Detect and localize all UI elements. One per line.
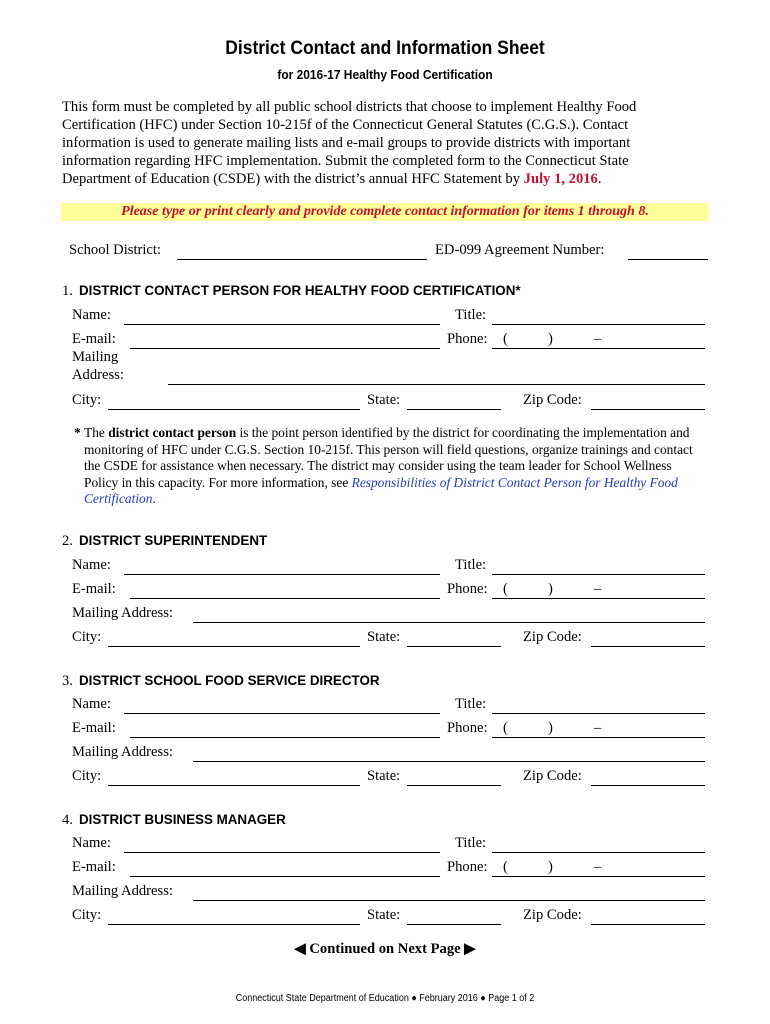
s3-address-field[interactable] <box>193 761 705 762</box>
city-label: City: <box>72 768 102 784</box>
phone-label: Phone: <box>447 331 488 347</box>
s1-email-field[interactable] <box>130 348 440 349</box>
s2-title-field[interactable] <box>492 574 705 575</box>
s3-title-field[interactable] <box>492 713 705 714</box>
section-title: DISTRICT BUSINESS MANAGER <box>78 812 286 827</box>
s3-zip-field[interactable] <box>591 785 705 786</box>
s1-name-field[interactable] <box>124 324 440 325</box>
mailing-address-label: Mailing Address: <box>72 744 173 760</box>
intro-line: Certification (HFC) under Section 10-215f of the Connecticut General Statutes (C.G.S.). Contact <box>62 117 629 133</box>
s1-city-field[interactable] <box>108 409 360 410</box>
email-label: E-mail: <box>72 331 116 347</box>
school-district-field[interactable] <box>177 259 427 260</box>
phone-paren-close: ) <box>548 581 553 597</box>
s2-zip-field[interactable] <box>591 646 705 647</box>
section-4-heading <box>62 812 286 829</box>
zip-label: Zip Code: <box>523 629 582 645</box>
s1-state-field[interactable] <box>407 409 501 410</box>
phone-dash: – <box>594 331 602 347</box>
phone-dash: – <box>594 720 602 736</box>
s3-state-field[interactable] <box>407 785 501 786</box>
section-2-heading <box>62 533 267 550</box>
responsibilities-link-cont[interactable]: Certification <box>84 491 153 506</box>
s1-phone-field[interactable] <box>492 348 705 349</box>
note-line <box>74 425 724 442</box>
intro-line: This form must be completed by all public school districts that choose to implement Healthy Food <box>62 99 637 115</box>
section-title: DISTRICT SUPERINTENDENT <box>78 533 268 548</box>
section-1-heading <box>62 283 521 300</box>
name-label: Name: <box>72 696 111 712</box>
s2-email-field[interactable] <box>130 598 440 599</box>
section-number: 4. <box>62 812 73 828</box>
contact-person-note <box>74 425 724 508</box>
responsibilities-link[interactable]: Responsibilities of District Contact Person for Healthy Food <box>351 474 678 490</box>
school-district-label: School District: <box>69 242 162 258</box>
s2-name-field[interactable] <box>124 574 440 575</box>
section-number: 2. <box>62 533 73 549</box>
state-label: State: <box>367 392 401 408</box>
zip-label: Zip Code: <box>523 392 582 408</box>
triangle-right-icon: ▶ <box>464 941 476 957</box>
intro-line <box>62 170 722 188</box>
title-label: Title: <box>455 557 487 573</box>
email-label: E-mail: <box>72 859 116 875</box>
note-line: monitoring of HFC under C.G.S. Section 10-215f. This person will field questions, organize trainings and contact <box>84 441 693 457</box>
mailing-address-label: Mailing Address: <box>72 605 173 621</box>
phone-dash: – <box>594 581 602 597</box>
s2-state-field[interactable] <box>407 646 501 647</box>
note-asterisk: * <box>74 425 85 440</box>
s4-city-field[interactable] <box>108 924 360 925</box>
state-label: State: <box>367 629 401 645</box>
phone-paren-open: ( <box>503 859 508 875</box>
name-label: Name: <box>72 557 111 573</box>
s2-city-field[interactable] <box>108 646 360 647</box>
section-number: 3. <box>62 673 73 689</box>
deadline-date: July 1, 2016 <box>523 171 598 187</box>
zip-label: Zip Code: <box>523 907 582 923</box>
s4-name-field[interactable] <box>124 852 440 853</box>
title-label: Title: <box>455 307 487 323</box>
s4-address-field[interactable] <box>193 900 705 901</box>
note-post: is the point person identified by the district for coordinating the implementation and <box>236 425 690 440</box>
note-line <box>74 491 724 508</box>
s4-phone-field[interactable] <box>492 876 705 877</box>
note-line4: Policy in this capacity. For more information, see <box>84 474 352 490</box>
s2-address-field[interactable] <box>193 622 705 623</box>
intro-line: information regarding HFC implementation. Submit the completed form to the Connecticut State <box>62 153 629 169</box>
page-title: District Contact and Information Sheet <box>225 38 545 59</box>
s4-title-field[interactable] <box>492 852 705 853</box>
note-line <box>74 475 724 492</box>
mailing-address-label: Mailing Address: <box>72 883 173 899</box>
title-label: Title: <box>455 696 487 712</box>
title-label: Title: <box>455 835 487 851</box>
note-bold: district contact person <box>108 425 237 440</box>
city-label: City: <box>72 392 102 408</box>
s1-title-field[interactable] <box>492 324 705 325</box>
note-line: the CSDE for assistance when necessary. The district may consider using the team leader for School Wellness <box>84 458 672 473</box>
state-label: State: <box>367 907 401 923</box>
note-end: . <box>152 491 156 506</box>
triangle-left-icon: ◀ <box>294 941 306 957</box>
page-subtitle: for 2016-17 Healthy Food Certification <box>277 67 493 82</box>
city-label: City: <box>72 907 102 923</box>
s3-city-field[interactable] <box>108 785 360 786</box>
intro-last-line: Department of Education (CSDE) with the district’s annual HFC Statement by <box>62 171 524 187</box>
phone-paren-close: ) <box>548 859 553 875</box>
phone-paren-open: ( <box>503 331 508 347</box>
phone-label: Phone: <box>447 720 488 736</box>
email-label: E-mail: <box>72 720 116 736</box>
phone-label: Phone: <box>447 581 488 597</box>
name-label: Name: <box>72 307 111 323</box>
s3-phone-field[interactable] <box>492 737 705 738</box>
state-label: State: <box>367 768 401 784</box>
s2-phone-field[interactable] <box>492 598 705 599</box>
name-label: Name: <box>72 835 111 851</box>
section-3-heading <box>62 673 380 690</box>
city-label: City: <box>72 629 102 645</box>
s4-email-field[interactable] <box>130 876 440 877</box>
agreement-number-label: ED-099 Agreement Number: <box>435 242 605 258</box>
s3-name-field[interactable] <box>124 713 440 714</box>
mailing-label: Mailing <box>72 349 119 365</box>
intro-paragraph <box>62 98 722 188</box>
email-label: E-mail: <box>72 581 116 597</box>
phone-paren-close: ) <box>548 720 553 736</box>
continued-notice <box>0 940 770 958</box>
deadline-suffix: . <box>597 171 602 187</box>
s4-state-field[interactable] <box>407 924 501 925</box>
phone-dash: – <box>594 859 602 875</box>
zip-label: Zip Code: <box>523 768 582 784</box>
address-label: Address: <box>72 367 124 383</box>
continued-text: Continued on Next Page <box>309 941 461 957</box>
agreement-number-field[interactable] <box>628 259 708 260</box>
s4-zip-field[interactable] <box>591 924 705 925</box>
note-pre: The <box>84 425 109 440</box>
section-title: DISTRICT CONTACT PERSON FOR HEALTHY FOOD CERTIFICATION* <box>78 283 521 298</box>
phone-paren-close: ) <box>548 331 553 347</box>
page-footer: Connecticut State Department of Education ● February 2016 ● Page 1 of 2 <box>235 993 535 1004</box>
s1-address-field[interactable] <box>168 384 705 385</box>
section-title: DISTRICT SCHOOL FOOD SERVICE DIRECTOR <box>78 673 380 688</box>
phone-paren-open: ( <box>503 581 508 597</box>
phone-paren-open: ( <box>503 720 508 736</box>
s3-email-field[interactable] <box>130 737 440 738</box>
intro-line: information is used to generate mailing lists and e-mail groups to provide districts with important <box>62 135 631 151</box>
phone-label: Phone: <box>447 859 488 875</box>
instruction-banner: Please type or print clearly and provide complete contact information for items 1 through 8. <box>61 203 709 221</box>
section-number: 1. <box>62 283 73 299</box>
s1-zip-field[interactable] <box>591 409 705 410</box>
